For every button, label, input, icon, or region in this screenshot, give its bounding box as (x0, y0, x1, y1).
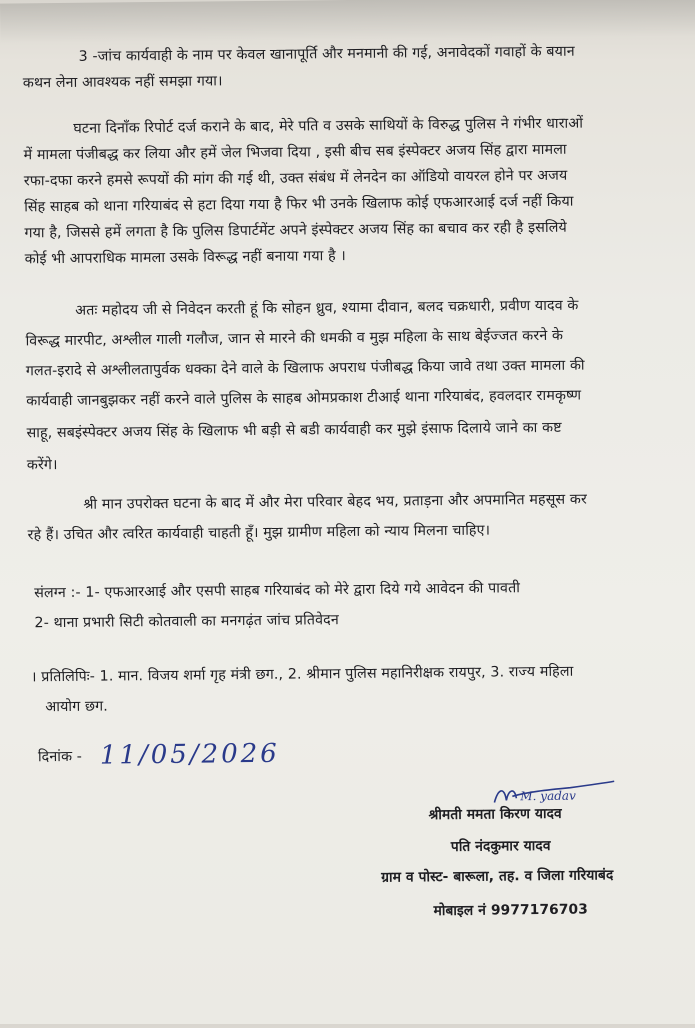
text-line: गया है, जिससे हमें लगता है कि पुलिस डिपार्टमेंट अपने इंस्पेक्टर अजय सिंह का बचाव कर रही है इसलिये (24, 219, 567, 242)
text-line: रफा-दफा करने हमसे रूपयों की मांग की गई थी, उक्त संबंध में लेनदेन का ऑडियो वायरल होने पर अजय (23, 167, 568, 190)
text-line: करेंगे। (26, 457, 58, 474)
text-line: साहू, सबइंस्पेक्टर अजय सिंह के खिलाफ भी बड़ी से बडी कार्यवाही कर मुझे इंसाफ दिलाये जाने का कष्ट (26, 419, 562, 442)
text-line: में मामला पंजीबद्ध कर लिया और हमें जेल भिजवा दिया , इसी बीच सब इंस्पेक्टर अजय सिंह द्वारा मामला (23, 141, 567, 164)
sender-address: ग्राम व पोस्ट- बारूला, तह. व जिला गरियाबंद (381, 867, 614, 886)
sender-name: श्रीमती ममता किरण यादव (428, 805, 562, 824)
text-line: कथन लेना आवश्यक नहीं समझा गया। (22, 73, 223, 92)
text-line: गलत-इरादे से अश्लीलतापुर्वक धक्का देने वाले के खिलाफ अपराध पंजीबद्ध किया जावे तथा उक्त मामला की (25, 357, 585, 380)
text-line: कार्यवाही जानबुझकर नहीं करने वाले पुलिस के साहब ओमप्रकाश टीआई थाना गरियाबंद, हवलदार रामकृष्ण (26, 387, 582, 410)
page-fold-shadow (0, 0, 695, 44)
enclosure-line: संलग्न :- 1- एफआरआई और एसपी साहब गरियाबंद को मेरे द्वारा दिये गये आवेदन की पावती (34, 580, 521, 602)
copy-line: आयोग छग. (45, 698, 108, 716)
copy-line: । प्रतिलिपिः- 1. मान. विजय शर्मा गृह मंत्री छग., 2. श्रीमान पुलिस महानिरीक्षक रायपुर, 3. राज्य महिला (30, 663, 574, 686)
date-label: दिनांक - (37, 748, 83, 766)
sender-mobile: मोबाइल नं 9977176703 (433, 901, 588, 920)
date-handwritten: 11/05/2026 (99, 738, 280, 771)
text-line: श्री मान उपरोक्त घटना के बाद में और मेरा परिवार बेहद भय, प्रताड़ना और अपमानित महसूस कर (83, 491, 587, 513)
text-line: विरूद्ध मारपीट, अश्लील गाली गलौज, जान से मारने की धमकी व मुझ महिला के साथ बेईज्जत करने के (25, 327, 564, 350)
text-line: रहे हैं। उचित और त्वरित कार्यवाही चाहती हूँ। मुझ ग्रामीण महिला को न्याय मिलना चाहिए। (27, 522, 491, 544)
sender-husband: पति नंदकुमार यादव (450, 837, 551, 855)
enclosure-line: 2- थाना प्रभारी सिटी कोतवाली का मनगढ़ंत जांच प्रतिवेदन (34, 612, 339, 632)
text-line: सिंह साहब को थाना गरियाबंद से हटा दिया गया है फिर भी उनके खिलाफ कोई एफआरआई दर्ज नहीं किया (24, 193, 574, 216)
text-line: घटना दिनाँक रिपोर्ट दर्ज कराने के बाद, मेरे पति व उसके साथियों के विरुद्ध पुलिस ने गंभीर धाराओं (73, 115, 584, 137)
text-line: अतः महोदय जी से निवेदन करती हूं कि सोहन ध्रुव, श्यामा दीवान, बलद चक्रधारी, प्रवीण यादव के (75, 297, 579, 319)
text-line: 3 -जांच कार्यवाही के नाम पर केवल खानापूर्ति और मनमानी की गई, अनावेदकों गवाहों के बयान (78, 43, 575, 65)
text-line: कोई भी आपराधिक मामला उसके विरूद्ध नहीं बनाया गया है । (24, 248, 346, 268)
signature-text: M. yadav (520, 788, 576, 804)
